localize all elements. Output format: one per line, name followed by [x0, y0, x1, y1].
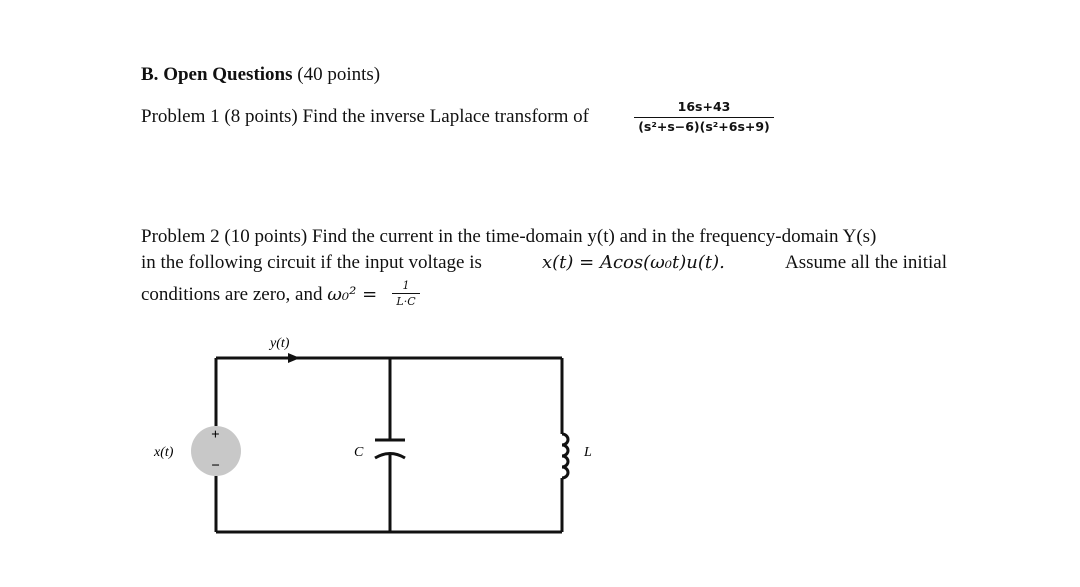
omega-fraction-numerator: 1: [402, 279, 410, 292]
section-points: (40 points): [297, 64, 381, 85]
source-label: x(t): [154, 445, 174, 460]
inductor-coil: [562, 434, 568, 478]
current-arrow: [288, 353, 300, 363]
source-minus: −: [211, 458, 221, 474]
problem-2-line-1: Problem 2 (10 points) Find the current in the time-domain y(t) and in the frequency-domain Y(s): [141, 226, 877, 247]
source-plus: +: [211, 427, 220, 443]
section-label: B.: [141, 64, 159, 85]
omega-fraction-denominator: L·C: [396, 295, 416, 308]
current-label: y(t): [270, 336, 290, 351]
section-title: Open Questions: [163, 64, 293, 85]
fraction-numerator: 16s+43: [677, 99, 731, 114]
problem-2-line-2-end: Assume all the initial: [784, 252, 947, 273]
capacitor-label: C: [354, 445, 364, 460]
circuit-wires: [216, 358, 562, 532]
problem-2-line-2-text: in the following circuit if the input voltage is: [141, 252, 482, 273]
input-voltage-expression: x(t) = Acos(ω₀t)u(t).: [542, 252, 725, 273]
fraction-denominator: (s²+s−6)(s²+6s+9): [638, 119, 770, 134]
inductor-label: L: [584, 445, 592, 460]
problem-2-line-3-text: conditions are zero, and: [141, 284, 323, 305]
omega-expression: ω₀² =: [327, 284, 378, 305]
problem-1-text: Problem 1 (8 points) Find the inverse Laplace transform of: [141, 106, 589, 127]
